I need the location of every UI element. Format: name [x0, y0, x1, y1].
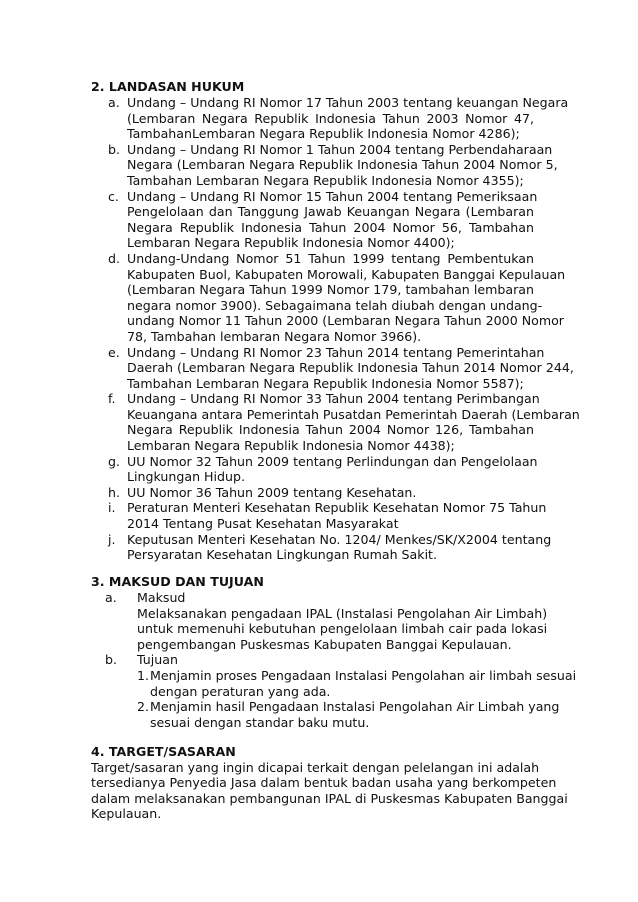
text-line: Tambahan Lembaran Negara Republik Indonesia Nomor 5587);: [127, 375, 524, 391]
maksud-label: Maksud: [137, 590, 186, 605]
text-line: UU Nomor 32 Tahun 2009 tentang Perlindungan dan Pengelolaan: [127, 453, 538, 469]
text-line: Lingkungan Hidup.: [127, 469, 245, 485]
tujuan-item-text: [150, 668, 577, 699]
text-line: 2014 Tentang Pusat Kesehatan Masyarakat: [127, 516, 399, 532]
list-item: [108, 95, 569, 142]
text-line: negara nomor 3900). Sebagaimana telah diubah dengan undang-: [127, 297, 543, 313]
text-line: TambahanLembaran Negara Republik Indonesia Nomor 4286);: [127, 126, 520, 142]
text-line: (Lembaran Negara Tahun 1999 Nomor 179, tambahan lembaran: [127, 282, 534, 298]
maksud-text: [137, 605, 548, 653]
text-line: untuk memenuhi kebutuhan pengelolaan limbah cair pada lokasi: [137, 621, 548, 637]
tujuan-list: [137, 668, 577, 730]
text-line: Undang – Undang RI Nomor 1 Tahun 2004 tentang Perbendaharaan: [127, 141, 553, 157]
list-item-text: [127, 453, 538, 485]
text-line: Negara Republik Indonesia Tahun 2004 Nomor 56, Tambahan: [127, 219, 534, 235]
list-item-text: [127, 344, 574, 392]
text-line: Undang – Undang RI Nomor 33 Tahun 2004 tentang Perimbangan: [127, 391, 540, 407]
text-line: Lembaran Negara Republik Indonesia Nomor 4400);: [127, 235, 455, 251]
tujuan-item: [137, 699, 560, 730]
list-item: [108, 188, 538, 251]
text-line: sesuai dengan standar baku mutu.: [150, 714, 370, 730]
tujuan-item-marker: 2.: [137, 699, 150, 715]
section-4-title: 4. TARGET/SASARAN: [91, 744, 236, 759]
list-item-text: [127, 485, 534, 501]
list-item: [108, 344, 574, 392]
text-line: Keuangana antara Pemerintah Pusatdan Pemerintah Daerah (Lembaran: [127, 406, 580, 422]
list-item-text: [127, 188, 538, 251]
list-marker: b.: [108, 141, 120, 157]
text-line: Undang-Undang Nomor 51 Tahun 1999 tentang Pembentukan: [127, 250, 534, 266]
text-line: Undang – Undang RI Nomor 15 Tahun 2004 tentang Pemeriksaan: [127, 188, 538, 204]
text-line: Keputusan Menteri Kesehatan No. 1204/ Menkes/SK/X2004 tentang: [127, 531, 552, 547]
list-item-text: [127, 250, 566, 345]
text-line: 78, Tambahan lembaran Negara Nomor 3966).: [127, 328, 422, 344]
text-line: Undang – Undang RI Nomor 23 Tahun 2014 tentang Pemerintahan: [127, 344, 545, 360]
text-line: Kabupaten Buol, Kabupaten Morowali, Kabupaten Banggai Kepulauan: [127, 266, 566, 282]
text-line: UU Nomor 36 Tahun 2009 tentang Kesehatan.: [127, 484, 417, 500]
list-item-text: [127, 95, 569, 142]
list-item: [108, 453, 538, 485]
list-marker: h.: [108, 484, 120, 500]
text-line: Persyaratan Kesehatan Lingkungan Rumah Sakit.: [127, 547, 438, 563]
text-line: tersedianya Penyedia Jasa dalam bentuk badan usaha yang berkompeten: [91, 775, 557, 791]
tujuan-item-text: [150, 699, 560, 730]
list-marker: j.: [108, 531, 116, 547]
text-line: Menjamin hasil Pengadaan Instalasi Pengolahan Air Limbah yang: [150, 699, 560, 715]
tujuan-label: Tujuan: [137, 652, 178, 668]
text-line: Undang – Undang RI Nomor 17 Tahun 2003 tentang keuangan Negara: [127, 95, 569, 110]
text-line: Tambahan Lembaran Negara Republik Indonesia Nomor 4355);: [127, 172, 524, 188]
maksud-marker: a.: [105, 590, 117, 605]
list-item: [108, 485, 534, 501]
text-line: Negara (Lembaran Negara Republik Indonesia Tahun 2004 Nomor 5,: [127, 157, 558, 173]
text-line: Pengelolaan dan Tanggung Jawab Keuangan Negara (Lembaran: [127, 204, 534, 220]
list-item: [108, 141, 558, 189]
list-marker: f.: [108, 391, 116, 407]
text-line: (Lembaran Negara Republik Indonesia Tahun 2003 Nomor 47,: [127, 110, 534, 126]
text-line: Melaksanakan pengadaan IPAL (Instalasi Pengolahan Air Limbah): [137, 605, 548, 621]
section-3-title: 3. MAKSUD DAN TUJUAN: [91, 574, 264, 589]
list-item-text: [127, 141, 558, 189]
list-item: [108, 391, 580, 454]
tujuan-item-marker: 1.: [137, 668, 150, 683]
list-marker: i.: [108, 500, 116, 516]
list-marker: c.: [108, 188, 119, 204]
text-line: Lembaran Negara Republik Indonesia Nomor 4438);: [127, 438, 455, 454]
list-marker: d.: [108, 250, 120, 266]
text-line: Daerah (Lembaran Negara Republik Indonesia Tahun 2014 Nomor 244,: [127, 360, 574, 376]
tujuan-marker: b.: [105, 652, 117, 668]
list-item: [108, 500, 547, 532]
text-line: Negara Republik Indonesia Tahun 2004 Nomor 126, Tambahan: [127, 422, 534, 438]
list-marker: e.: [108, 344, 120, 360]
list-item-text: [127, 391, 580, 454]
text-line: pengembangan Puskesmas Kabupaten Banggai Kepulauan.: [137, 636, 512, 652]
text-line: dengan peraturan yang ada.: [150, 683, 331, 699]
text-line: Peraturan Menteri Kesehatan Republik Kesehatan Nomor 75 Tahun: [127, 500, 547, 516]
text-line: undang Nomor 11 Tahun 2000 (Lembaran Negara Tahun 2000 Nomor: [127, 313, 564, 329]
tujuan-item: [137, 668, 577, 699]
text-line: Menjamin proses Pengadaan Instalasi Pengolahan air limbah sesuai: [150, 668, 577, 683]
target-sasaran-text: [91, 759, 568, 822]
list-item-text: [127, 531, 552, 563]
text-line: Kepulauan.: [91, 806, 162, 822]
landasan-hukum-list: [108, 95, 580, 563]
text-line: dalam melaksanakan pembangunan IPAL di Puskesmas Kabupaten Banggai: [91, 790, 568, 806]
list-item: [108, 250, 566, 345]
list-item-text: [127, 500, 547, 532]
list-marker: a.: [108, 95, 120, 110]
list-marker: g.: [108, 453, 120, 469]
text-line: Target/sasaran yang ingin dicapai terkait dengan pelelangan ini adalah: [91, 759, 540, 775]
section-2-title: 2. LANDASAN HUKUM: [91, 79, 245, 94]
list-item: [108, 531, 552, 563]
